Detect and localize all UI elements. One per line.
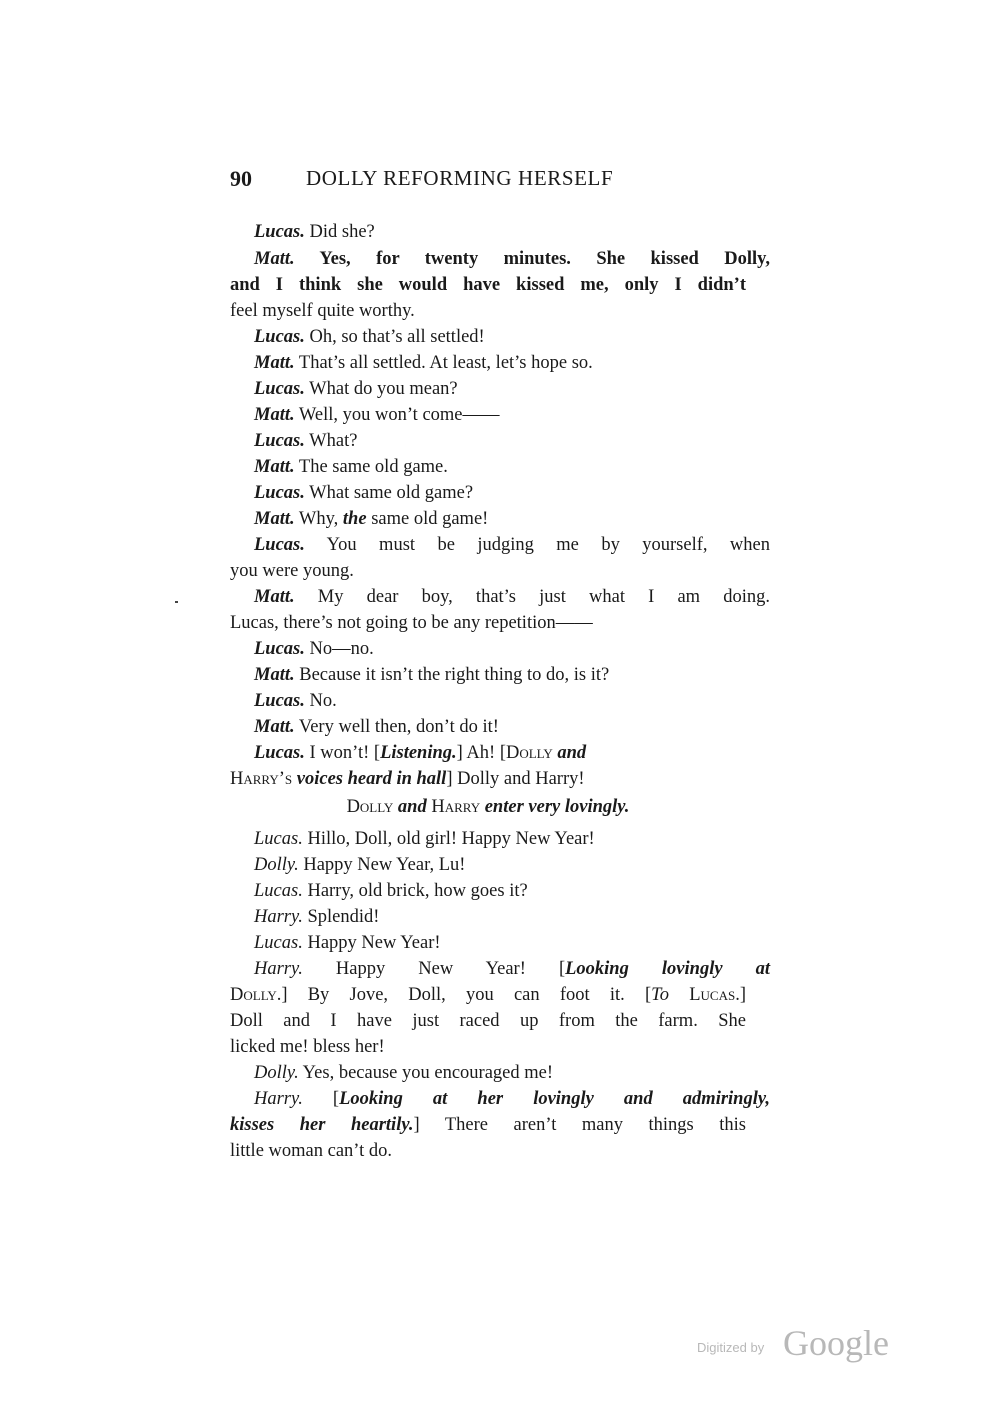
- speaker-name: Lucas.: [254, 379, 305, 399]
- google-watermark: [697, 1322, 907, 1362]
- page-number: 90: [230, 166, 252, 191]
- dialogue-line: [230, 532, 770, 558]
- stage-direction: enter very lovingly.: [480, 797, 630, 817]
- dialogue-line: [230, 688, 770, 714]
- stage-direction: Looking lovingly at: [565, 959, 771, 979]
- dialogue-line: [230, 636, 770, 662]
- running-title: DOLLY REFORMING HERSELF: [306, 166, 614, 190]
- line-text: Oh, so that’s all settled!: [304, 327, 485, 347]
- speaker-name: Matt.: [254, 509, 295, 529]
- speaker-name: Harry.: [254, 1089, 303, 1109]
- line-text: ]: [739, 985, 746, 1005]
- dialogue-line: [230, 350, 770, 376]
- dialogue-line: [230, 1086, 770, 1112]
- dialogue-line: [230, 219, 770, 245]
- continuation-line: [230, 1034, 746, 1060]
- stage-direction: To: [651, 985, 669, 1005]
- watermark-prefix: Digitized by: [697, 1340, 765, 1355]
- line-text: ] By Jove, Doll, you can foot it. [: [281, 985, 652, 1005]
- line-text: Happy New Year, Lu!: [298, 855, 466, 875]
- dialogue-line: [230, 1060, 770, 1086]
- stage-direction: kisses her heartily.: [230, 1115, 414, 1135]
- line-text: Did she?: [304, 222, 375, 242]
- continuation-line: [230, 298, 746, 324]
- speaker-name: Lucas.: [254, 639, 305, 659]
- line-text: Happy New Year!: [302, 933, 441, 953]
- speaker-name: Matt.: [254, 717, 295, 737]
- speaker-name: Lucas.: [254, 222, 305, 242]
- character-name: Dolly.: [230, 985, 282, 1005]
- line-text: Very well then, don’t do it!: [294, 717, 499, 737]
- dialogue-line: [230, 402, 770, 428]
- line-text: Well, you won’t come——: [294, 405, 500, 425]
- line-text: What do you mean?: [304, 379, 458, 399]
- dialogue-line: [230, 428, 770, 454]
- dialogue-line: [230, 506, 770, 532]
- line-text: What?: [304, 431, 358, 451]
- dialogue-line: [230, 930, 770, 956]
- line-text: Harry, old brick, how goes it?: [302, 881, 528, 901]
- line-text: ] Ah! [: [456, 743, 506, 763]
- dialogue-line: [230, 376, 770, 402]
- stage-direction-line: [230, 794, 746, 820]
- dialogue-line: [230, 246, 770, 272]
- continuation-line: [230, 1138, 746, 1164]
- stage-direction: and: [552, 743, 587, 763]
- line-text: What same old game?: [304, 483, 474, 503]
- line-text: Why,: [294, 509, 343, 529]
- line-text: [669, 985, 689, 1005]
- character-name: Lucas.: [689, 985, 740, 1005]
- character-name: Dolly: [505, 743, 553, 763]
- speaker-name: Dolly.: [254, 855, 299, 875]
- character-name: Dolly: [346, 797, 394, 817]
- line-text: [: [302, 1089, 340, 1109]
- dialogue-line: [230, 740, 770, 766]
- character-name: Harry: [431, 797, 481, 817]
- line-text: You must be judging me by yourself, when: [304, 535, 770, 555]
- speaker-name: Harry.: [254, 907, 303, 927]
- margin-speck: [175, 601, 178, 603]
- continuation-line: [230, 272, 746, 298]
- stage-direction: Listening.: [380, 743, 457, 763]
- line-text: Splendid!: [302, 907, 380, 927]
- dialogue-line: [230, 454, 770, 480]
- line-text: Yes, for twenty minutes. She kissed Dolly,: [294, 249, 770, 269]
- continuation-line: [230, 982, 746, 1008]
- continuation-line: [230, 558, 746, 584]
- dialogue-line: [230, 480, 770, 506]
- speaker-name: Matt.: [254, 665, 295, 685]
- line-text: That’s all settled. At least, let’s hope so.: [294, 353, 593, 373]
- speaker-name: Lucas.: [254, 691, 305, 711]
- speaker-name: Lucas.: [254, 829, 303, 849]
- dialogue-line: [230, 584, 770, 610]
- dialogue-line: [230, 662, 770, 688]
- speaker-name: Lucas.: [254, 327, 305, 347]
- speaker-name: Matt.: [254, 405, 295, 425]
- stage-direction: voices heard in hall: [292, 769, 447, 789]
- speaker-name: Lucas.: [254, 535, 305, 555]
- dialogue-line: [230, 852, 770, 878]
- continuation-line: [230, 1112, 746, 1138]
- speaker-name: Lucas.: [254, 431, 305, 451]
- line-text: My dear boy, that’s just what I am doing.: [294, 587, 770, 607]
- dialogue-line: [230, 878, 770, 904]
- line-text: Happy New Year! [: [302, 959, 566, 979]
- line-text: feel myself quite worthy.: [230, 301, 415, 321]
- line-text: and I think she would have kissed me, only I didn’t: [230, 275, 746, 295]
- dialogue-line: [230, 904, 770, 930]
- stage-direction: and: [393, 797, 432, 817]
- line-text: Yes, because you encouraged me!: [298, 1063, 554, 1083]
- line-text: licked me! bless her!: [230, 1037, 385, 1057]
- line-text: ] Dolly and Harry!: [446, 769, 585, 789]
- line-text: Because it isn’t the right thing to do, is it?: [294, 665, 610, 685]
- speaker-name: Matt.: [254, 587, 295, 607]
- dialogue-line: [230, 714, 770, 740]
- speaker-name: Lucas.: [254, 483, 305, 503]
- line-text: The same old game.: [294, 457, 448, 477]
- running-head: [230, 166, 750, 196]
- stage-direction: Looking at her lovingly and admiringly,: [339, 1089, 770, 1109]
- line-text: I won’t! [: [304, 743, 381, 763]
- dialogue-line: [230, 324, 770, 350]
- continuation-line: [230, 766, 746, 792]
- speaker-name: Lucas.: [254, 743, 305, 763]
- speaker-name: Matt.: [254, 353, 295, 373]
- dialogue-line: [230, 826, 770, 852]
- line-text: same old game!: [366, 509, 489, 529]
- line-text: Lucas, there’s not going to be any repetition——: [230, 613, 593, 633]
- character-name: Harry’s: [230, 769, 293, 789]
- line-text: Hillo, Doll, old girl! Happy New Year!: [302, 829, 595, 849]
- emphasis-text: the: [342, 509, 367, 529]
- line-text: ] There aren’t many things this: [413, 1115, 746, 1135]
- speaker-name: Dolly.: [254, 1063, 299, 1083]
- speaker-name: Lucas.: [254, 881, 303, 901]
- speaker-name: Harry.: [254, 959, 303, 979]
- line-text: No—no.: [304, 639, 374, 659]
- line-text: No.: [304, 691, 337, 711]
- speaker-name: Lucas.: [254, 933, 303, 953]
- line-text: little woman can’t do.: [230, 1141, 393, 1161]
- speaker-name: Matt.: [254, 457, 295, 477]
- dialogue-line: [230, 956, 770, 982]
- continuation-line: [230, 610, 746, 636]
- google-logo: Google: [783, 1323, 889, 1363]
- speaker-name: Matt.: [254, 249, 295, 269]
- line-text: Doll and I have just raced up from the farm. She: [230, 1011, 746, 1031]
- continuation-line: [230, 1008, 746, 1034]
- line-text: you were young.: [230, 561, 354, 581]
